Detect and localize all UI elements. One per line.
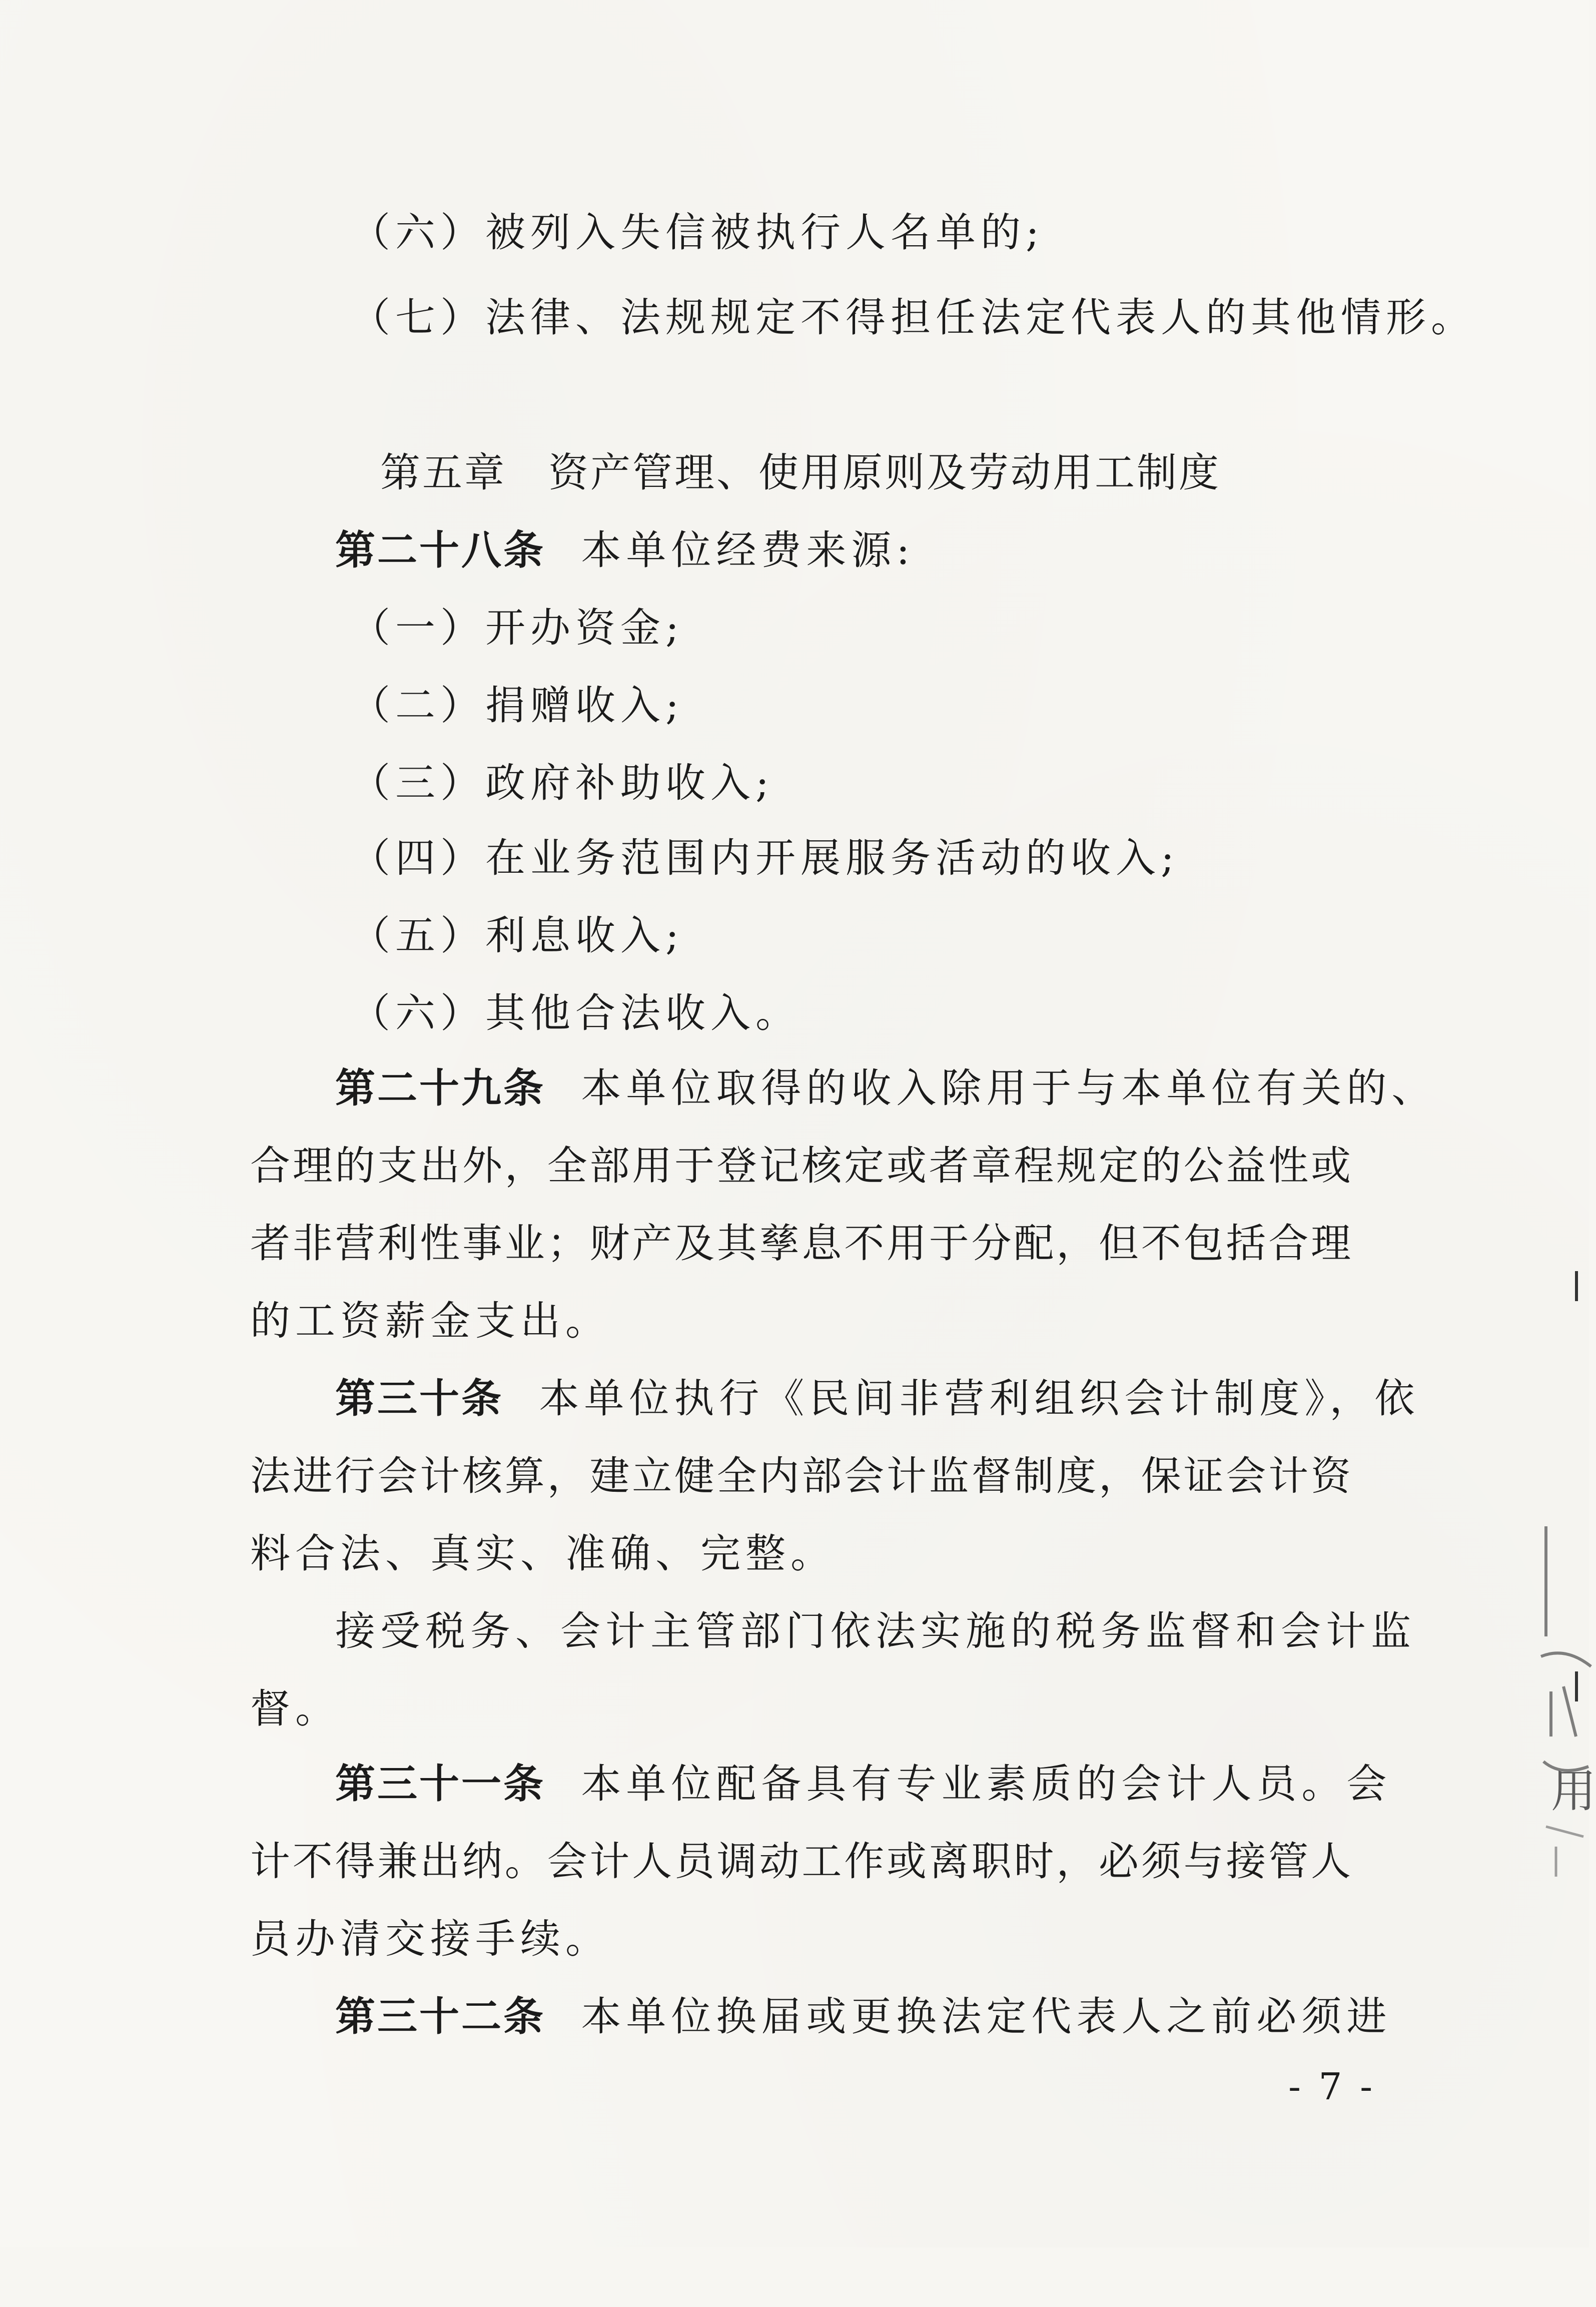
article-31 [335,1759,1391,1809]
scan-edge-mark [1575,1671,1578,1701]
funding-item-1: （一）开办资金; [350,605,684,651]
article-30-text: 本单位执行《民间非营利组织会计制度》，依 [539,1375,1420,1422]
funding-item-3: （三）政府补助收入; [350,760,774,806]
article-32-text: 本单位换届或更换法定代表人之前必须进 [581,1993,1392,2040]
article-31-heading: 第三十一条 [335,1761,545,1807]
scan-edge-mark [1575,1271,1578,1301]
article-31-text: 本单位配备具有专业素质的会计人员。会 [581,1761,1392,1807]
article-29-heading: 第二十九条 [335,1065,545,1111]
article-29-text: 本单位取得的收入除用于与本单位有关的、 [581,1065,1437,1111]
item-seven-disqualification: （七）法律、法规规定不得担任法定代表人的其他情形。 [350,294,1476,341]
article-30-heading: 第三十条 [335,1375,503,1422]
article-31-line-3: 员办清交接手续。 [250,1916,610,1962]
article-30-line-2: 法进行会计核算，建立健全内部会计监督制度，保证会计资 [250,1453,1351,1499]
svg-text:用: 用 [1551,1765,1596,1818]
item-six-disqualification: （六）被列入失信被执行人名单的; [350,209,1044,256]
article-30 [335,1374,1419,1424]
article-29-line-3: 者非营利性事业；财产及其孳息不用于分配，但不包括合理 [250,1220,1351,1267]
article-28-heading: 第二十八条 [335,527,545,573]
funding-item-5: （五）利息收入; [350,912,684,959]
supervision-paragraph-line-1: 接受税务、会计主管部门依法实施的税务监督和会计监 [335,1608,1416,1654]
seal-stamp-fragment [1536,1526,1596,2307]
funding-item-4: （四）在业务范围内开展服务活动的收入; [350,835,1179,881]
article-29-line-2: 合理的支出外，全部用于登记核定或者章程规定的公益性或 [250,1142,1351,1189]
article-29 [335,1063,1436,1113]
chapter-five-heading: 第五章 资产管理、使用原则及劳动用工制度 [380,449,1221,496]
supervision-paragraph-line-2: 督。 [250,1685,340,1732]
article-32 [335,1992,1391,2042]
funding-item-2: （二）捐赠收入; [350,682,684,729]
article-30-line-3: 料合法、真实、准确、完整。 [250,1530,836,1577]
article-28 [335,525,915,575]
article-31-line-2: 计不得兼出纳。会计人员调动工作或离职时，必须与接管人 [250,1838,1351,1885]
article-32-heading: 第三十二条 [335,1993,545,2040]
article-29-line-4: 的工资薪金支出。 [250,1298,610,1344]
funding-item-6: （六）其他合法收入。 [350,990,801,1036]
article-28-text: 本单位经费来源: [581,527,915,573]
page-number: - 7 - [1288,2065,1376,2108]
